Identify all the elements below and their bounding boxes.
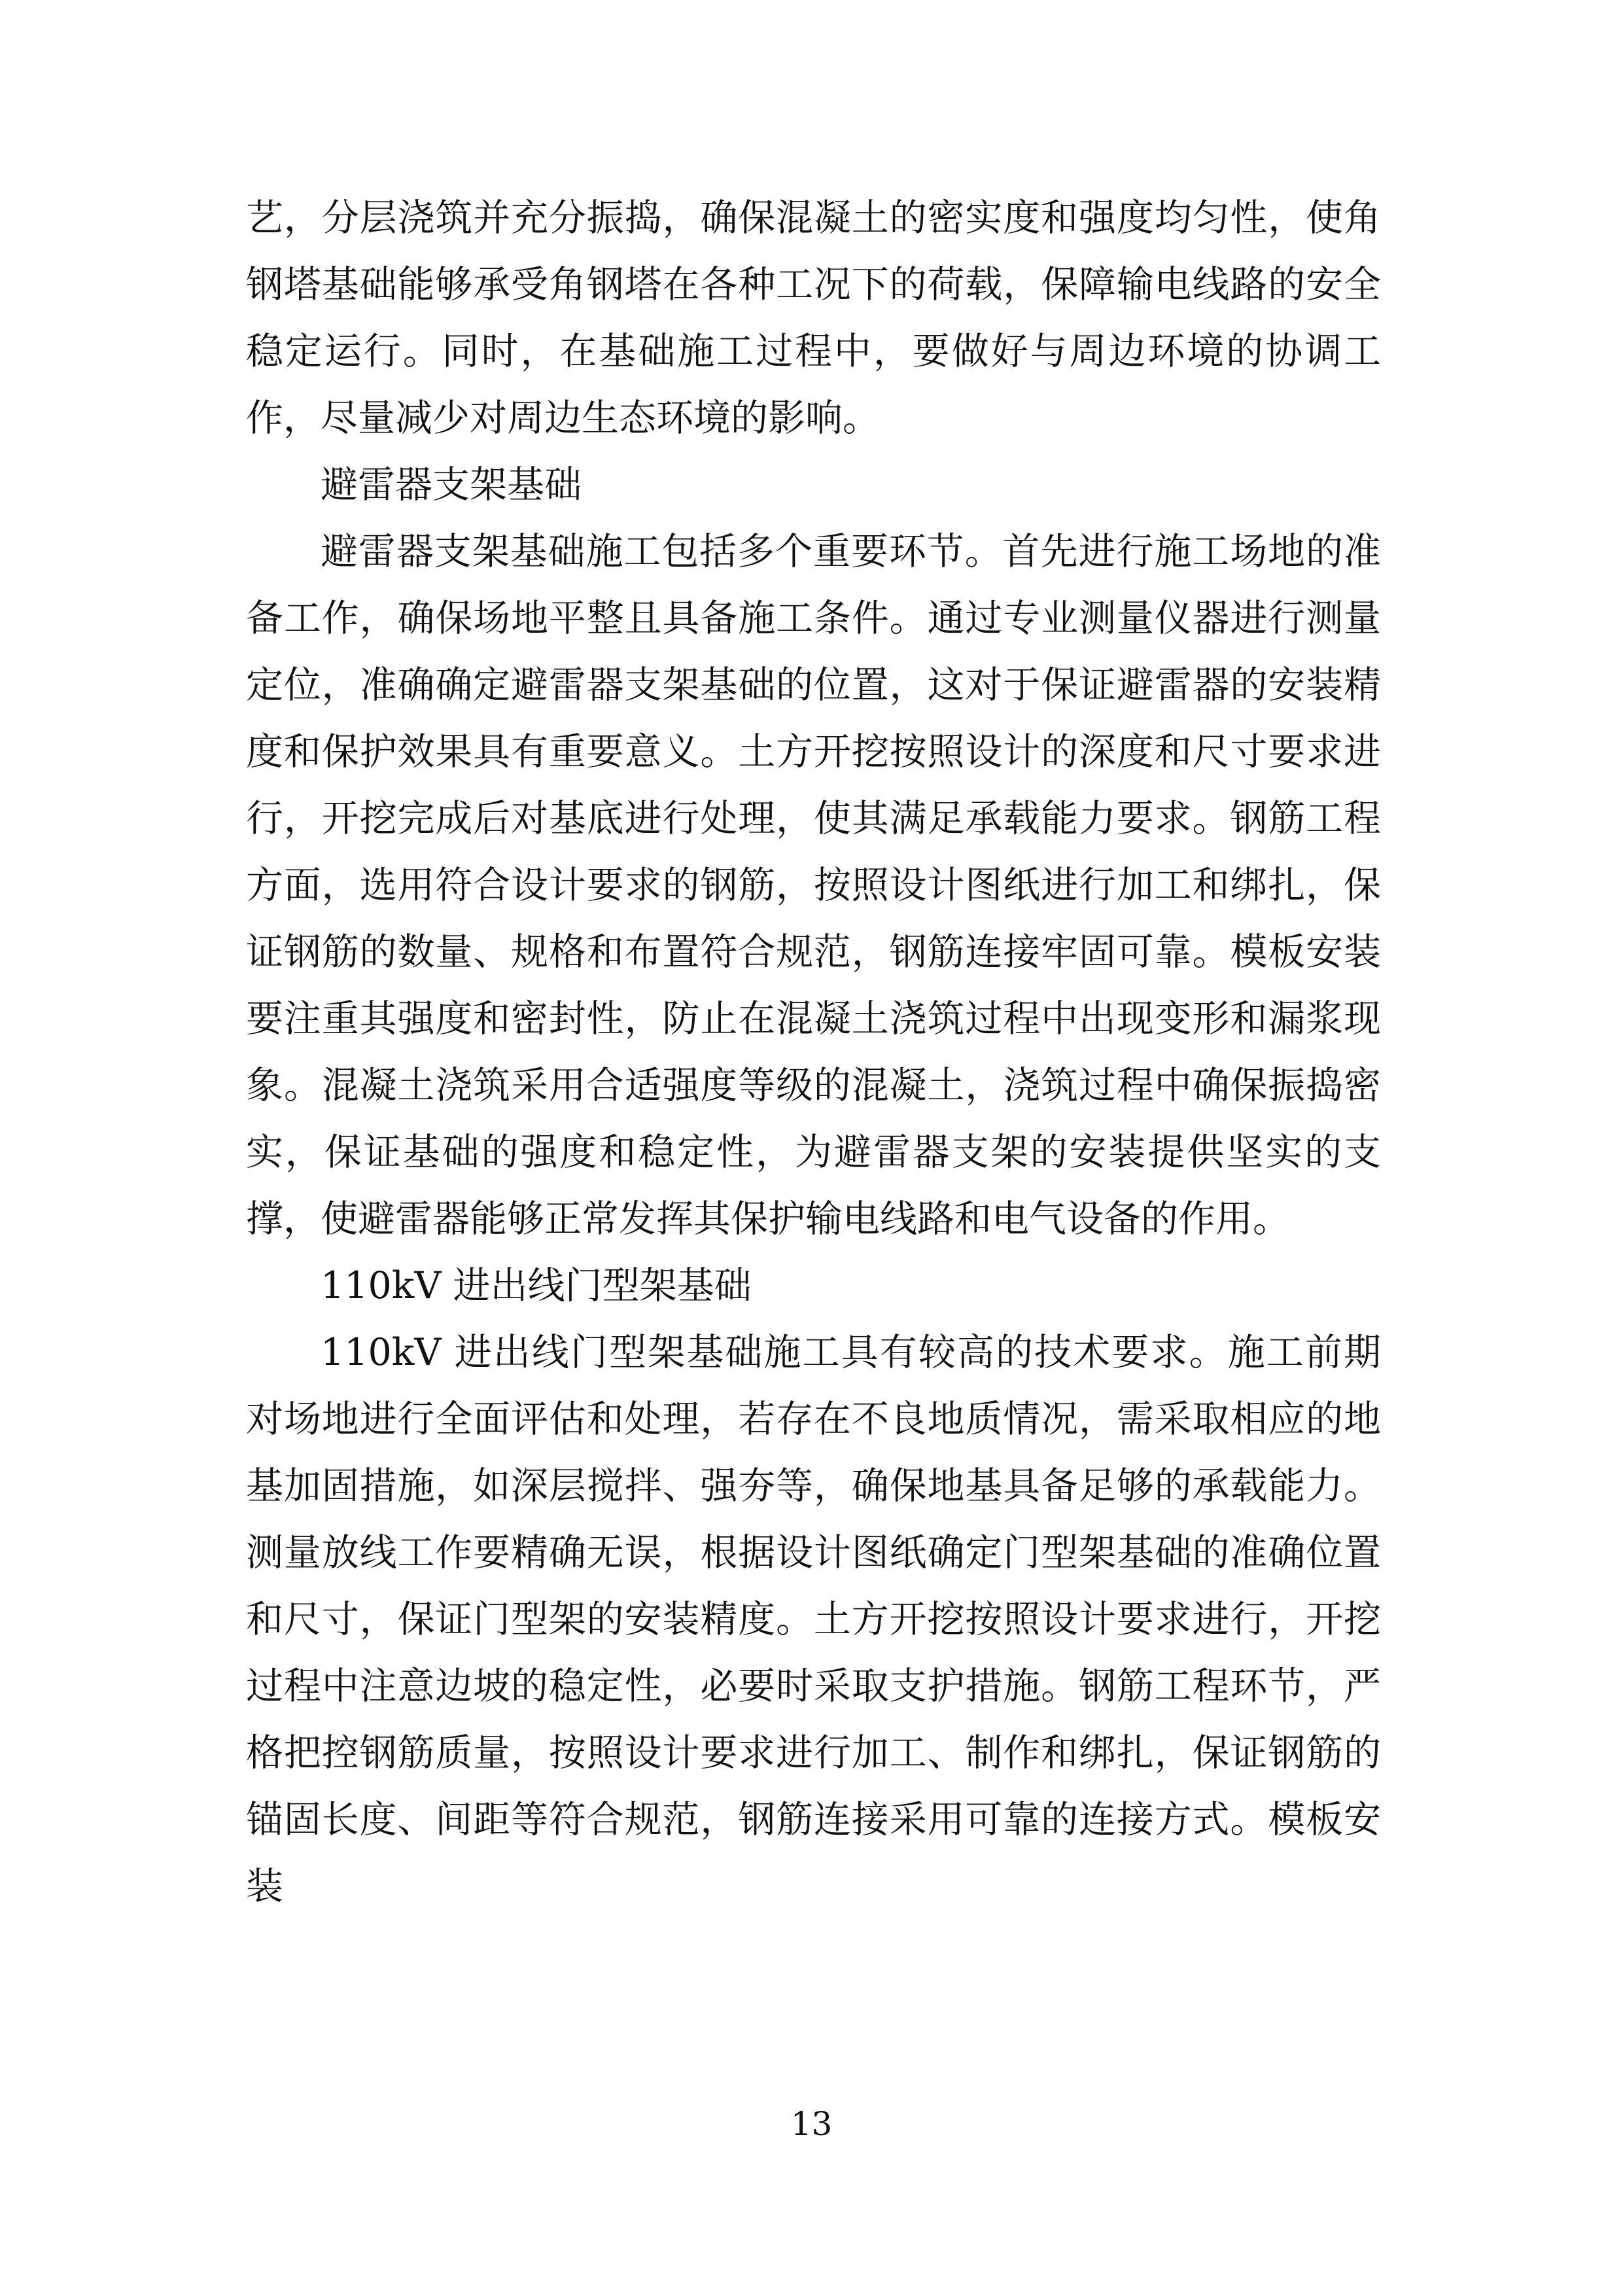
body-paragraph: 避雷器支架基础施工包括多个重要环节。首先进行施工场地的准备工作，确保场地平整且具备施工条件。通过专业测量仪器进行测量定位，准确确定避雷器支架基础的位置，这对于保证避雷器的安装精度和保护效果具有重要意义。土方开挖按照设计的深度和尺寸要求进行，开挖完成后对基底进行处理，使其满足承载能力要求。钢筋工程方面，选用符合设计要求的钢筋，按照设计图纸进行加工和绑扎，保证钢筋的数量、规格和布置符合规范，钢筋连接牢固可靠。模板安装要注重其强度和密封性，防止在混凝土浇筑过程中出现变形和漏浆现象。混凝土浇筑采用合适强度等级的混凝土，浇筑过程中确保振捣密实，保证基础的强度和稳定性，为避雷器支架的安装提供坚实的支撑，使避雷器能够正常发挥其保护输电线路和电气设备的作用。: [246, 530, 1381, 1241]
body-paragraph: 艺，分层浇筑并充分振捣，确保混凝土的密实度和强度均匀性，使角钢塔基础能够承受角钢塔在各种工况下的荷载，保障输电线路的安全稳定运行。同时，在基础施工过程中，要做好与周边环境的协调工作，尽量减少对周边生态环境的影响。: [246, 196, 1381, 440]
body-paragraph: 110kV 进出线门型架基础施工具有较高的技术要求。施工前期对场地进行全面评估和处理，若存在不良地质情况，需采取相应的地基加固措施，如深层搅拌、强夯等，确保地基具备足够的承载能力。测量放线工作要精确无误，根据设计图纸确定门型架基础的准确位置和尺寸，保证门型架的安装精度。土方开挖按照设计要求进行，开挖过程中注意边坡的稳定性，必要时采取支护措施。钢筋工程环节，严格把控钢筋质量，按照设计要求进行加工、制作和绑扎，保证钢筋的锚固长度、间距等符合规范，钢筋连接采用可靠的连接方式。模板安装: [246, 1331, 1381, 1908]
section-heading: 避雷器支架基础: [321, 463, 582, 506]
page-body: [246, 185, 1381, 1920]
section-heading: 110kV 进出线门型架基础: [321, 1264, 752, 1307]
page-number: 13: [790, 2105, 833, 2143]
